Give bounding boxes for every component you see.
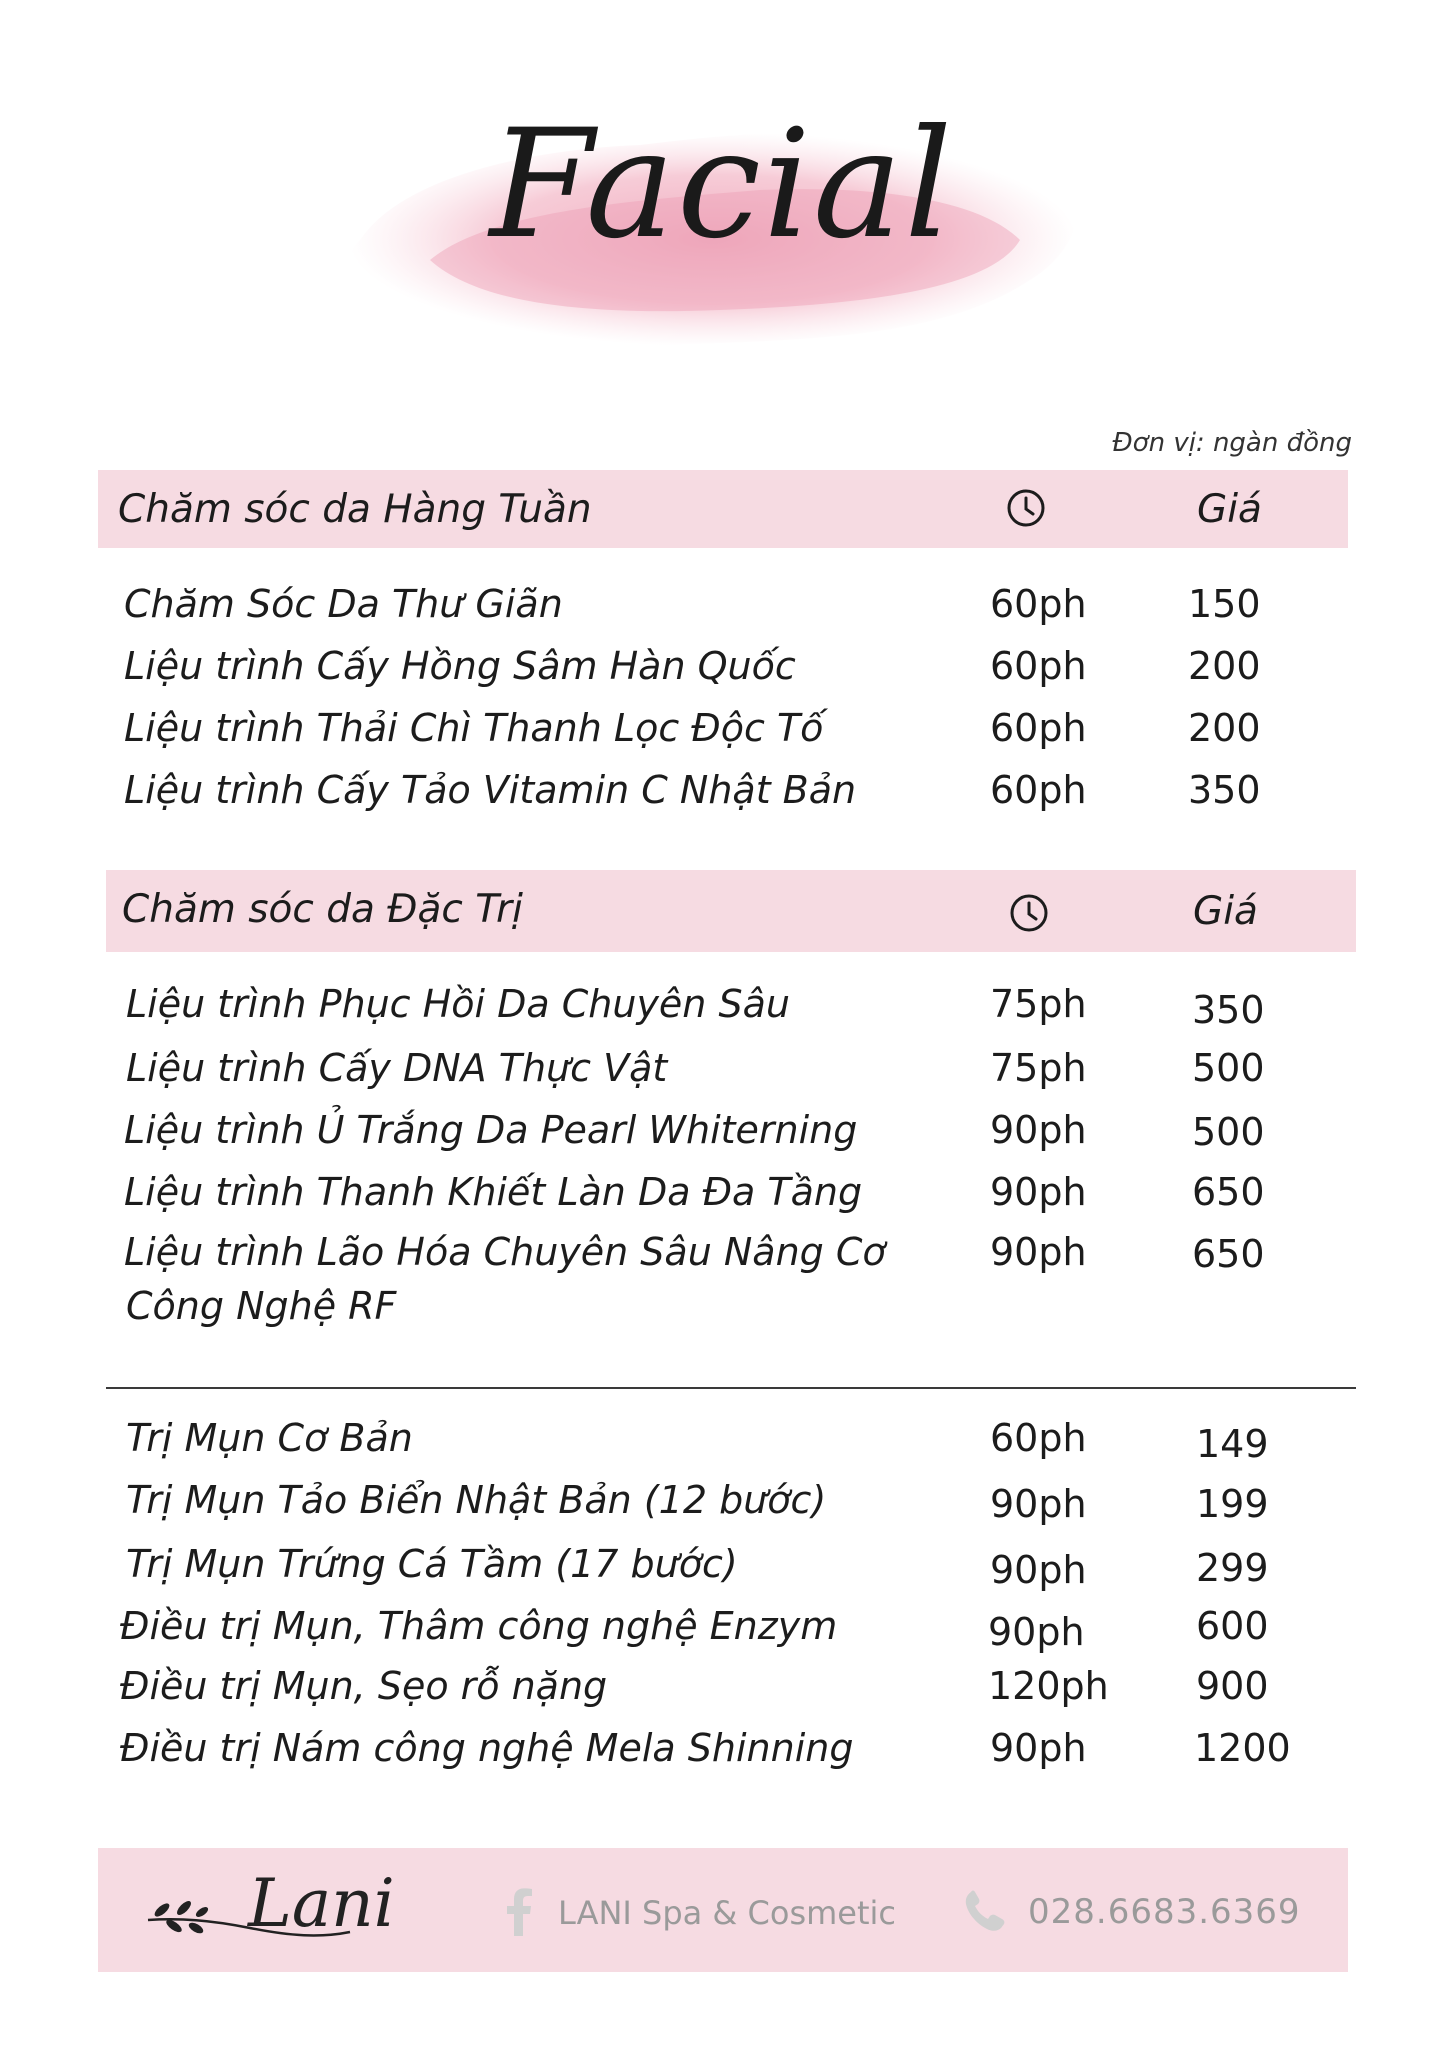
list-item <box>0 1046 1444 1106</box>
phone-number[interactable]: 028.6683.6369 <box>1028 1892 1301 1932</box>
list-item <box>0 1604 1444 1664</box>
list-item <box>0 982 1444 1042</box>
section-title: Chăm sóc da Hàng Tuần <box>118 487 592 532</box>
list-item <box>0 706 1444 766</box>
service-name: Chăm Sóc Da Thư Giãn <box>124 582 563 626</box>
service-duration: 90ph <box>990 1170 1087 1214</box>
service-price: 650 <box>1192 1232 1265 1276</box>
service-name: Điều trị Nám công nghệ Mela Shinning <box>120 1726 854 1770</box>
service-price: 1200 <box>1194 1726 1291 1770</box>
service-duration: 60ph <box>990 768 1087 812</box>
list-item <box>0 768 1444 828</box>
service-price: 199 <box>1196 1482 1269 1526</box>
service-name-line2: Công Nghệ RF <box>126 1284 397 1328</box>
list-item <box>0 1170 1444 1230</box>
service-duration: 90ph <box>990 1482 1087 1526</box>
service-name: Điều trị Mụn, Thâm công nghệ Enzym <box>120 1604 838 1648</box>
service-duration: 60ph <box>990 706 1087 750</box>
list-item <box>0 1726 1444 1786</box>
service-price: 500 <box>1192 1046 1265 1090</box>
service-name: Liệu trình Thải Chì Thanh Lọc Độc Tố <box>124 706 824 750</box>
service-price: 150 <box>1188 582 1261 626</box>
service-name: Trị Mụn Cơ Bản <box>126 1416 413 1460</box>
service-duration: 60ph <box>990 644 1087 688</box>
service-duration: 90ph <box>990 1108 1087 1152</box>
service-duration: 90ph <box>988 1610 1085 1654</box>
unit-note: Đơn vị: ngàn đồng <box>1112 428 1352 458</box>
service-duration: 90ph <box>990 1548 1087 1592</box>
service-price: 650 <box>1192 1170 1265 1214</box>
service-name: Liệu trình Phục Hồi Da Chuyên Sâu <box>126 982 790 1026</box>
page-title: Facial <box>489 98 955 272</box>
list-item <box>0 582 1444 642</box>
service-name: Liệu trình Cấy DNA Thực Vật <box>126 1046 668 1090</box>
clock-icon <box>1006 488 1046 528</box>
list-item <box>0 1664 1444 1724</box>
service-price: 350 <box>1192 988 1265 1032</box>
service-name: Trị Mụn Trứng Cá Tầm (17 bước) <box>126 1542 738 1586</box>
service-price: 200 <box>1188 706 1261 750</box>
service-duration: 75ph <box>990 982 1087 1026</box>
brand-logo: Lani <box>248 1865 395 1942</box>
service-duration: 75ph <box>990 1046 1087 1090</box>
list-item <box>0 1416 1444 1476</box>
service-price: 500 <box>1192 1110 1265 1154</box>
price-column-header: Giá <box>1197 487 1262 532</box>
service-duration: 90ph <box>990 1230 1087 1274</box>
facebook-page-link[interactable]: LANI Spa & Cosmetic <box>558 1894 897 1932</box>
service-price: 600 <box>1196 1604 1269 1648</box>
list-item <box>0 644 1444 704</box>
list-item <box>0 1230 1444 1340</box>
service-name: Liệu trình Cấy Tảo Vitamin C Nhật Bản <box>124 768 857 812</box>
service-name: Liệu trình Ủ Trắng Da Pearl Whiterning <box>124 1108 858 1152</box>
list-item <box>0 1108 1444 1168</box>
service-duration: 60ph <box>990 582 1087 626</box>
list-item <box>0 1542 1444 1602</box>
service-price: 350 <box>1188 768 1261 812</box>
facebook-icon <box>505 1886 533 1936</box>
list-item <box>0 1478 1444 1538</box>
service-price: 900 <box>1196 1664 1269 1708</box>
service-price: 149 <box>1196 1422 1269 1466</box>
service-name: Liệu trình Cấy Hồng Sâm Hàn Quốc <box>124 644 796 688</box>
service-duration: 120ph <box>988 1664 1109 1708</box>
service-price: 299 <box>1196 1546 1269 1590</box>
section-title: Chăm sóc da Đặc Trị <box>122 887 523 932</box>
section-divider <box>106 1387 1356 1389</box>
price-column-header: Giá <box>1193 889 1258 934</box>
phone-icon <box>963 1888 1007 1934</box>
service-name: Liệu trình Thanh Khiết Làn Da Đa Tầng <box>124 1170 863 1214</box>
service-name: Liệu trình Lão Hóa Chuyên Sâu Nâng Cơ <box>124 1230 886 1274</box>
service-price: 200 <box>1188 644 1261 688</box>
service-duration: 90ph <box>990 1726 1087 1770</box>
service-duration: 60ph <box>990 1416 1087 1460</box>
clock-icon <box>1009 893 1049 933</box>
service-name: Trị Mụn Tảo Biển Nhật Bản (12 bước) <box>126 1478 827 1522</box>
service-name: Điều trị Mụn, Sẹo rỗ nặng <box>120 1664 608 1708</box>
